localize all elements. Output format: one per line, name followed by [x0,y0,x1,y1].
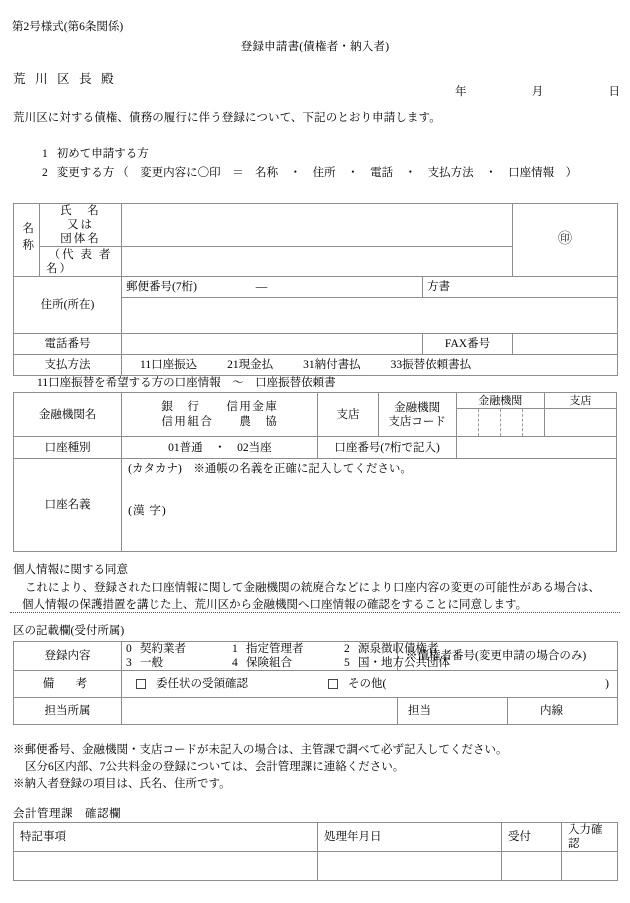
date-line [455,83,620,99]
department-label: 担当所属 [14,698,122,725]
account-number-input[interactable] [456,437,616,459]
registration-type-name-5[interactable]: 国・地方公共団体 [358,657,450,669]
footnotes [13,742,508,793]
choice-item-2[interactable] [42,164,577,183]
staff-label: 担当 [408,705,431,717]
table-row-account-type [14,437,617,459]
registration-type-code-1: 1 [232,643,238,655]
registration-type-row-1 [126,642,439,656]
care-of-field[interactable] [423,277,618,298]
code-label-line1: 金融機関 [394,401,441,414]
institution-name-input[interactable] [122,393,318,437]
payment-option-transfer-request[interactable]: 33振替依頼書払 [390,359,472,371]
seal-stamp-icon: ㊞ [513,204,618,277]
special-notes-input[interactable] [14,852,318,881]
reception-label: 受付 [502,823,562,852]
institution-code-input[interactable] [456,409,544,437]
remarks-field [122,671,618,698]
process-date-label: 処理年月日 [318,823,502,852]
choice-item-1[interactable] [42,145,577,164]
accounting-section-caption: 会計管理課 確認欄 [13,808,121,820]
registration-type-name-0[interactable]: 契約業者 [140,643,186,655]
input-check-label: 入力確認 [562,823,618,852]
table-row-department [14,698,618,725]
payment-method-options [122,355,618,376]
extension-field[interactable] [508,698,618,725]
tel-input[interactable] [122,334,423,355]
page-title: 登録申請書(債権者・納入者) [240,41,390,53]
account-type-label: 口座種別 [14,437,122,459]
table-row-postal [14,277,618,298]
institution-kind-line2: 信用組合 農 協 [161,415,279,428]
institution-kind-line1: 銀 行 信用金庫 [161,400,279,413]
code-label-line2: 支店コード [388,415,446,428]
special-notes-label: 特記事項 [14,823,318,852]
table-row-account-holder [14,459,617,552]
table-row-tel [14,334,618,355]
choice-1-label: 初めて申請する方 [56,148,149,160]
remarks-check2-label: その他( [348,678,387,690]
footnote-3: ※納入者登録の項目は、氏名、住所です。 [13,778,231,790]
address-input[interactable] [122,298,618,334]
registration-content-label: 登録内容 [14,642,122,671]
account-type-options[interactable]: 01普通 ・ 02当座 [122,437,318,459]
ward-section-caption: 区の記載欄(受付所属) [13,625,125,637]
account-holder-kana-note: (カタカナ) ※通帳の名義を正確に記入してください。 [128,463,412,475]
extension-label: 内線 [540,705,563,717]
registration-type-name-1[interactable]: 指定管理者 [246,643,304,655]
postal-code-field[interactable] [122,277,423,298]
institution-code-cell[interactable] [479,409,501,436]
account-holder-label: 口座名義 [14,459,122,552]
tel-label: 電話番号 [14,334,122,355]
reception-input[interactable] [502,852,562,881]
payment-option-payment-slip[interactable]: 31納付書払 [303,359,361,371]
name-or-org-label-line1: 氏 名 [60,205,101,217]
registration-type-row-2 [126,656,450,670]
account-number-label: 口座番号(7桁で記入) [318,437,456,459]
remarks-check1-label: 委任状の受領確認 [156,678,248,690]
application-type-choices [42,145,577,183]
date-year-label: 年 [455,86,467,98]
institution-branch-code-label [378,393,456,437]
date-month-label: 月 [531,86,544,98]
consent-body-line1: これにより、登録された口座情報に関して金融機関の統廃合などにより口座内容の変更の可能性がある場合は、 [25,582,600,594]
choice-1-number: 1 [42,148,48,160]
branch-label: 支店 [318,393,378,437]
branch-code-input[interactable] [544,409,616,437]
consent-section [13,562,617,614]
representative-label [40,247,122,277]
table-row-registration-type [14,642,618,671]
choice-2-label: 変更する方 （ 変更内容に〇印 ＝ 名称 ・ 住所 ・ 電話 ・ 支払方法 ・ 口座情報 ） [56,167,578,179]
consent-title: 個人情報に関する同意 [13,564,128,576]
bank-table [13,392,617,552]
remarks-label: 備 考 [14,671,122,698]
institution-code-cell[interactable] [523,409,544,436]
registration-type-name-2[interactable]: 源泉徴収債権者 [358,643,439,655]
registration-type-code-5: 5 [344,657,350,669]
account-holder-kanji-note: (漢 字) [128,505,167,517]
form-code: 第2号様式(第6条関係) [12,21,124,33]
input-check-input[interactable] [562,852,618,881]
registration-type-code-4: 4 [232,657,238,669]
address-label: 住所(所在) [14,277,122,334]
remarks-other-paren: ) [605,678,610,690]
table-row-accounting-header [14,823,618,852]
process-date-input[interactable] [318,852,502,881]
registration-type-name-4[interactable]: 保険組合 [246,657,292,669]
payment-method-label: 支払方法 [14,355,122,376]
fax-label: FAX番号 [423,334,513,355]
name-or-org-label [40,204,122,247]
accounting-table [13,822,618,881]
postal-code-label: 郵便番号(7桁) [126,281,197,293]
institution-code-cell[interactable] [501,409,523,436]
branch-code-header: 支店 [544,393,616,409]
representative-label-line1: （代 表 者 [48,248,113,261]
table-row-remarks [14,671,618,698]
table-row-name [14,204,618,247]
department-input[interactable] [122,698,398,725]
registration-type-code-3: 3 [126,657,132,669]
checkbox-other[interactable] [328,679,338,689]
table-row-payment [14,355,618,376]
registration-type-code-2: 2 [344,643,350,655]
registration-type-code-0: 0 [126,643,132,655]
institution-code-cell[interactable] [457,409,479,436]
name-input[interactable] [122,204,513,247]
registration-type-options[interactable] [122,642,450,671]
postal-code-dash: ― [255,281,268,293]
footnote-2: 区分6区内部、7公共料金の登録については、会計管理課に連絡ください。 [25,761,405,773]
addressee: 荒 川 区 長 殿 [13,72,117,86]
name-section-vertical-label: 名称 [14,204,40,277]
section-divider [10,612,620,613]
registration-type-name-3[interactable]: 一般 [140,657,163,669]
applicant-table [13,203,618,376]
payment-option-bank-transfer[interactable]: 11口座振込 [140,359,198,371]
creditor-number-label: ※債権者番号(変更申請の場合のみ) [406,650,587,662]
fax-input[interactable] [513,334,618,355]
date-day-label: 日 [608,86,620,98]
representative-input[interactable] [122,247,513,277]
care-of-label: 方書 [427,281,450,293]
intro-text: 荒川区に対する債権、債務の履行に伴う登録について、下記のとおり申請します。 [13,112,441,124]
payment-option-cash[interactable]: 21現金払 [227,359,274,371]
account-holder-input[interactable] [122,459,617,552]
checkbox-power-of-attorney[interactable] [136,679,146,689]
ward-table [13,641,618,725]
staff-field[interactable] [398,698,508,725]
name-or-org-label-line3: 団体名 [60,233,101,245]
name-or-org-label-line2: 又は [67,219,94,231]
choice-2-number: 2 [42,167,48,179]
table-row-institution [14,393,617,409]
bank-section-caption: 11口座振替を希望する方の口座情報 ～ 口座振替依頼書 [37,377,336,389]
representative-label-line2: 名） [46,262,73,275]
footnote-1: ※郵便番号、金融機関・支店コードが未記入の場合は、主管課で調べて必ず記入してください。 [13,744,508,756]
table-row-accounting-values [14,852,618,881]
institution-name-label: 金融機関名 [14,393,122,437]
institution-code-header: 金融機関 [456,393,544,409]
consent-body-line2: 個人情報の保護措置を講じた上、荒川区から金融機関へ口座情報の確認をすることに同意します。 [22,599,528,611]
